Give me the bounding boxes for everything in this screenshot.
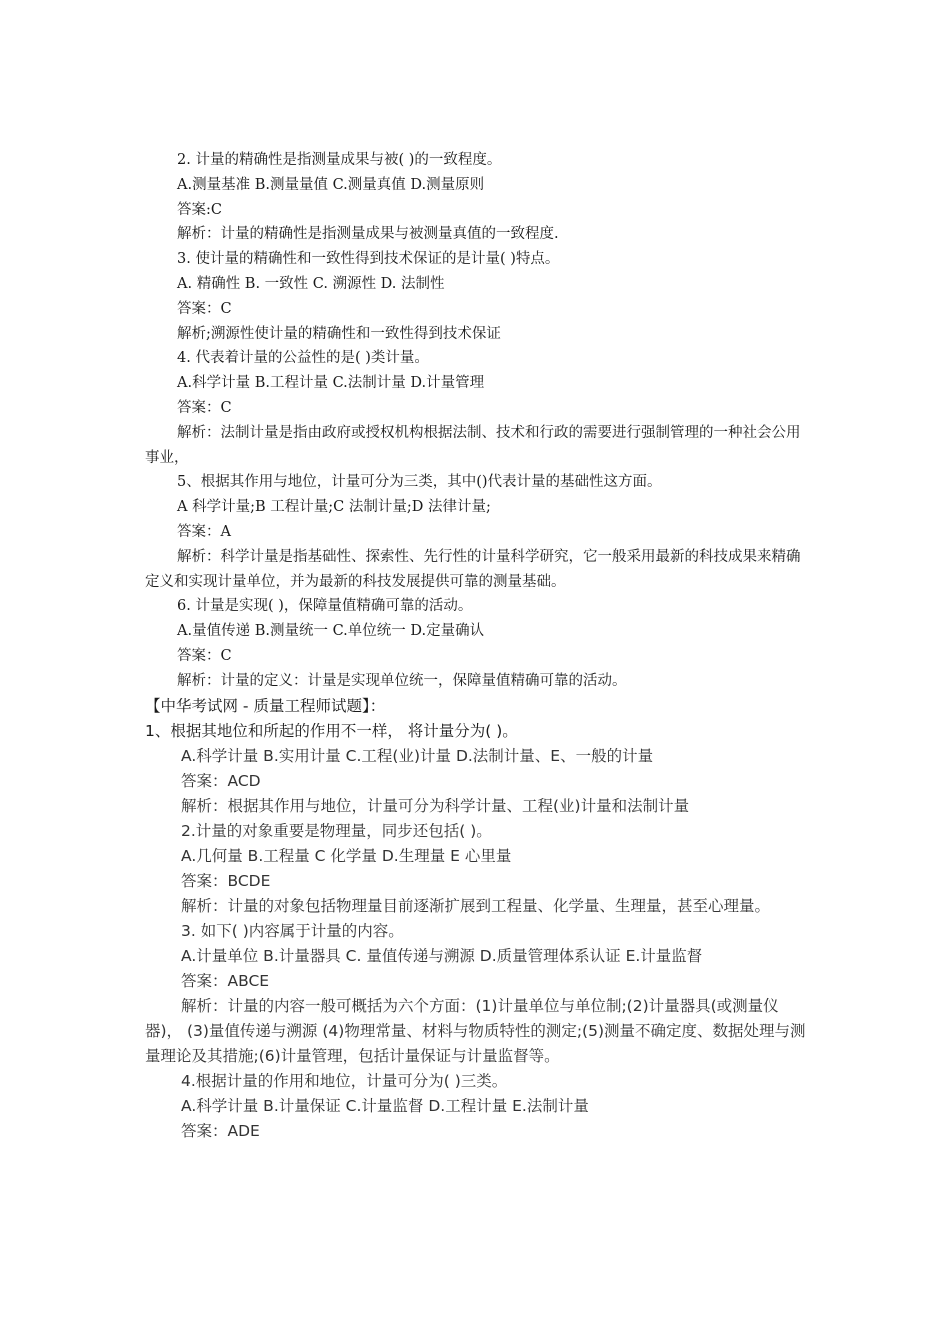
s1-analysis: 解析：根据其作用与地位，计量可分为科学计量、工程(业)计量和法制计量 [181, 796, 690, 815]
q3-answer: 答案：C [177, 300, 232, 317]
q4-analysis: 解析：法制计量是指由政府或授权机构根据法制、技术和行政的需要进行强制管理的一种社会公用事业， [145, 424, 801, 466]
s4-answer: 答案：ADE [181, 1121, 260, 1140]
s3-title: 3. 如下( )内容属于计量的内容。 [181, 921, 404, 940]
q6-title: 6. 计量是实现( )，保障量值精确可靠的活动。 [177, 598, 473, 615]
q2-options: A.测量基准 B.测量量值 C.测量真值 D.测量原则 [177, 176, 485, 193]
q5-answer: 答案：A [177, 523, 231, 540]
serif-question-block [145, 148, 810, 694]
q2-analysis: 解析：计量的精确性是指测量成果与被测量真值的一致程度. [177, 226, 559, 243]
s1-title: 1、根据其地位和所起的作用不一样， 将计量分为( )。 [145, 721, 518, 740]
document-page [145, 148, 810, 1144]
q3-title: 3. 使计量的精确性和一致性得到技术保证的是计量( )特点。 [177, 251, 560, 268]
q4-options: A.科学计量 B.工程计量 C.法制计量 D.计量管理 [177, 375, 485, 392]
q3-analysis: 解析;溯源性使计量的精确性和一致性得到技术保证 [177, 325, 501, 342]
s3-answer: 答案：ABCE [181, 971, 270, 990]
s2-answer: 答案：BCDE [181, 871, 271, 890]
q6-options: A.量值传递 B.测量统一 C.单位统一 D.定量确认 [177, 623, 485, 640]
q4-title: 4. 代表着计量的公益性的是( )类计量。 [177, 350, 429, 367]
q3-options: A. 精确性 B. 一致性 C. 溯源性 D. 法制性 [177, 275, 445, 292]
q6-answer: 答案：C [177, 647, 232, 664]
q2-answer: 答案:C [177, 201, 222, 218]
q6-analysis: 解析：计量的定义：计量是实现单位统一，保障量值精确可靠的活动。 [177, 672, 627, 689]
q4-answer: 答案：C [177, 399, 232, 416]
q5-options: A 科学计量;B 工程计量;C 法制计量;D 法律计量; [177, 499, 491, 516]
s2-options: A.几何量 B.工程量 C 化学量 D.生理量 E 心里量 [181, 846, 512, 865]
q2-title: 2. 计量的精确性是指测量成果与被( )的一致程度。 [177, 152, 502, 168]
q5-analysis: 解析：科学计量是指基础性、探索性、先行性的计量科学研究，它一般采用最新的科技成果来精确定义和实现计量单位，并为最新的科技发展提供可靠的测量基础。 [145, 548, 801, 590]
s1-answer: 答案：ACD [181, 771, 261, 790]
section-heading: 【中华考试网 - 质量工程师试题】： [145, 696, 386, 715]
s1-options: A.科学计量 B.实用计量 C.工程(业)计量 D.法制计量、E、一般的计量 [181, 746, 654, 765]
s3-options: A.计量单位 B.计量器具 C. 量值传递与溯源 D.质量管理体系认证 E.计量监督 [181, 946, 703, 965]
s3-analysis: 解析：计量的内容一般可概括为六个方面：(1)计量单位与单位制;(2)计量器具(或测量仪器)， (3)量值传递与溯源 (4)物理常量、材料与物质特性的测定;(5)测量不确定度、数据处理与测量理论及其措施;(6)计量管理，包括计量保证与计量监督等。 [145, 996, 806, 1065]
s2-analysis: 解析：计量的对象包括物理量目前逐渐扩展到工程量、化学量、生理量，甚至心理量。 [181, 896, 771, 915]
s4-title: 4.根据计量的作用和地位，计量可分为( )三类。 [181, 1071, 508, 1090]
q5-title: 5、根据其作用与地位，计量可分为三类，其中()代表计量的基础性这方面。 [177, 474, 662, 491]
s2-title: 2.计量的对象重要是物理量，同步还包括( )。 [181, 821, 492, 840]
s4-options: A.科学计量 B.计量保证 C.计量监督 D.工程计量 E.法制计量 [181, 1096, 589, 1115]
sans-question-block [145, 694, 810, 1144]
